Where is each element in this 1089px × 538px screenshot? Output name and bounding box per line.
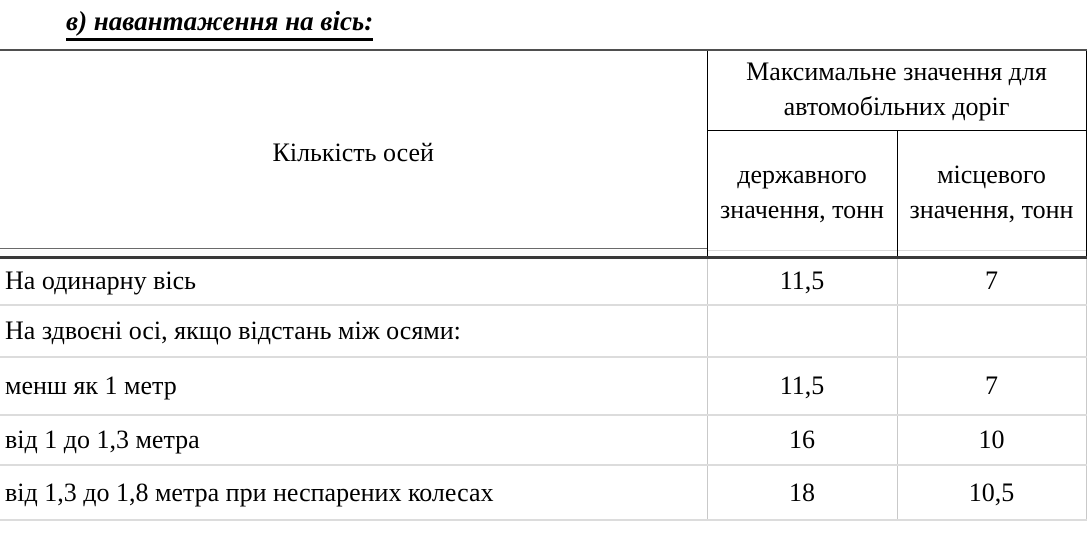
local-roads-column-header: місцевого значення, тонн	[897, 130, 1086, 257]
local-value-cell: 10	[897, 415, 1086, 465]
axes-label-cell: На одинарну вісь	[0, 257, 707, 305]
table-row	[0, 465, 1086, 520]
state-roads-column-header: державного значення, тонн	[707, 130, 897, 257]
local-value-cell: 7	[897, 257, 1086, 305]
section-title: в) навантаження на вісь:	[66, 5, 373, 41]
local-value-cell: 10,5	[897, 465, 1086, 520]
state-value-cell: 18	[707, 465, 897, 520]
axle-load-table	[0, 49, 1087, 521]
table-body	[0, 257, 1086, 520]
table-row	[0, 305, 1086, 357]
table-row	[0, 415, 1086, 465]
max-value-group-header: Максимальне значення для автомобільних доріг	[707, 50, 1086, 130]
section-title-wrap	[0, 0, 1089, 49]
local-value-cell	[897, 305, 1086, 357]
header-row-group	[0, 50, 1086, 130]
state-value-cell: 11,5	[707, 357, 897, 415]
axes-label-cell: від 1,3 до 1,8 метра при неспарених колесах	[0, 465, 707, 520]
axes-label-cell: від 1 до 1,3 метра	[0, 415, 707, 465]
axes-count-column-header: Кількість осей	[0, 50, 707, 257]
table-header	[0, 50, 1086, 257]
axes-label-cell: менш як 1 метр	[0, 357, 707, 415]
local-value-cell: 7	[897, 357, 1086, 415]
table-row	[0, 257, 1086, 305]
axes-label-cell: На здвоєні осі, якщо відстань між осями:	[0, 305, 707, 357]
state-value-cell: 16	[707, 415, 897, 465]
state-value-cell: 11,5	[707, 257, 897, 305]
table-row	[0, 357, 1086, 415]
state-value-cell	[707, 305, 897, 357]
